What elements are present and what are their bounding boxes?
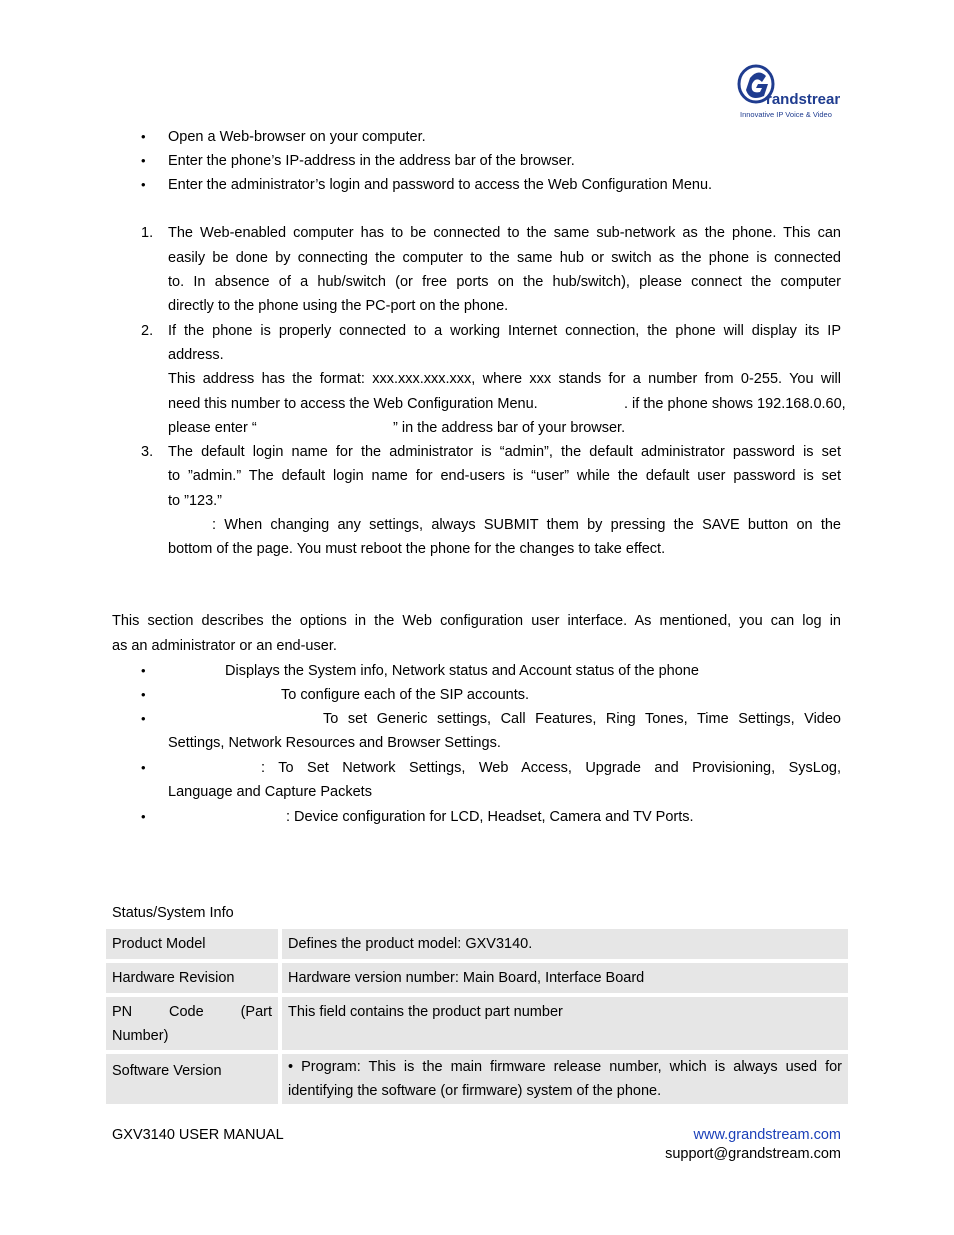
access-step: Enter the administrator’s login and password to access the Web Configuration Menu.: [168, 177, 713, 193]
note-text: ” in the address bar of your browser.: [393, 420, 626, 436]
note-number: 3.: [141, 444, 154, 460]
note-text: directly to the phone using the PC-port on the phone.: [168, 298, 509, 314]
access-step: Enter the phone’s IP-address in the address bar of the browser.: [168, 153, 575, 169]
table-label: Product Model: [112, 936, 206, 952]
note-text: to. In absence of a hub/switch (or free ports on the hub/switch), please connect the computer: [168, 274, 841, 290]
table-label-cell: [106, 963, 278, 993]
table-desc: This field contains the product part number: [288, 1004, 563, 1020]
table-desc-cell: [282, 929, 848, 959]
table-desc-cell: [282, 1054, 848, 1104]
table-desc-cell: [282, 997, 848, 1050]
menu-description: Displays the System info, Network status and Account status of the phone: [225, 663, 699, 679]
table-label-cell: [106, 929, 278, 959]
footer-support-email[interactable]: support@grandstream.com: [665, 1146, 841, 1162]
note-text: This address has the format: xxx.xxx.xxx.xxx, where xxx stands for a number from 0-255. You will: [168, 371, 841, 387]
note-text: The Web-enabled computer has to be connected to the same sub-network as the phone. This can: [168, 225, 841, 241]
note-number: 2.: [141, 323, 154, 339]
bullet-icon: •: [141, 687, 146, 702]
bullet-icon: •: [141, 711, 146, 726]
table-label-cell: [106, 997, 278, 1050]
bullet-icon: •: [141, 760, 146, 775]
table-desc-cell: [282, 963, 848, 993]
grandstream-logo: [736, 62, 840, 120]
table-label-cell: [106, 1054, 278, 1104]
menu-description: To configure each of the SIP accounts.: [281, 687, 530, 703]
table-desc: Hardware version number: Main Board, Interface Board: [288, 970, 645, 986]
menu-description: To set Generic settings, Call Features, Ring Tones, Time Settings, Video: [323, 711, 841, 727]
note-text: please enter “: [168, 420, 257, 436]
svg-text:Innovative IP Voice & Video: Innovative IP Voice & Video: [740, 110, 832, 119]
table-desc: • Program: This is the main firmware release number, which is always used for: [288, 1059, 842, 1075]
note-number: 1.: [141, 225, 154, 241]
note-text: bottom of the page. You must reboot the phone for the changes to take effect.: [168, 541, 666, 557]
bullet-icon: •: [141, 663, 146, 678]
note-text: to ”123.”: [168, 493, 222, 509]
table-desc: identifying the software (or firmware) system of the phone.: [288, 1083, 662, 1099]
access-step: Open a Web-browser on your computer.: [168, 129, 426, 145]
note-text: easily be done by connecting the computer to the same hub or switch as the phone is connected: [168, 250, 841, 266]
footer-website-link[interactable]: www.grandstream.com: [693, 1127, 841, 1143]
note-text: to ”admin.” The default login name for end-users is “user” while the default user password is set: [168, 468, 841, 484]
svg-text:randstream: randstream: [766, 91, 840, 108]
menu-description: : Device configuration for LCD, Headset, Camera and TV Ports.: [286, 809, 694, 825]
table-label: Hardware Revision: [112, 970, 235, 986]
note-text: If the phone is properly connected to a working Internet connection, the phone will display its IP: [168, 323, 841, 339]
footer-manual-title: GXV3140 USER MANUAL: [112, 1127, 284, 1143]
note-text: . if the phone shows 192.168.0.60,: [624, 396, 846, 412]
bullet-icon: •: [141, 129, 146, 144]
table-label: Number): [112, 1028, 169, 1044]
section-intro: This section describes the options in the Web configuration user interface. As mentioned, you can log in: [112, 613, 841, 629]
menu-description: Settings, Network Resources and Browser Settings.: [168, 735, 501, 751]
bullet-icon: •: [141, 177, 146, 192]
table-caption: Status/System Info: [112, 905, 234, 921]
bullet-icon: •: [141, 153, 146, 168]
note-text: address.: [168, 347, 224, 363]
table-label: PN Code (Part: [112, 1004, 272, 1020]
menu-description: Language and Capture Packets: [168, 784, 372, 800]
table-label: Software Version: [112, 1063, 222, 1079]
menu-description: : To Set Network Settings, Web Access, Upgrade and Provisioning, SysLog,: [261, 760, 841, 776]
note-text: need this number to access the Web Configuration Menu.: [168, 396, 538, 412]
note-text: : When changing any settings, always SUBMIT them by pressing the SAVE button on the: [212, 517, 841, 533]
logo-graphic: [736, 62, 840, 120]
section-intro: as an administrator or an end-user.: [112, 638, 337, 654]
note-text: The default login name for the administrator is “admin”, the default administrator password is set: [168, 444, 841, 460]
bullet-icon: •: [141, 809, 146, 824]
table-desc: Defines the product model: GXV3140.: [288, 936, 533, 952]
